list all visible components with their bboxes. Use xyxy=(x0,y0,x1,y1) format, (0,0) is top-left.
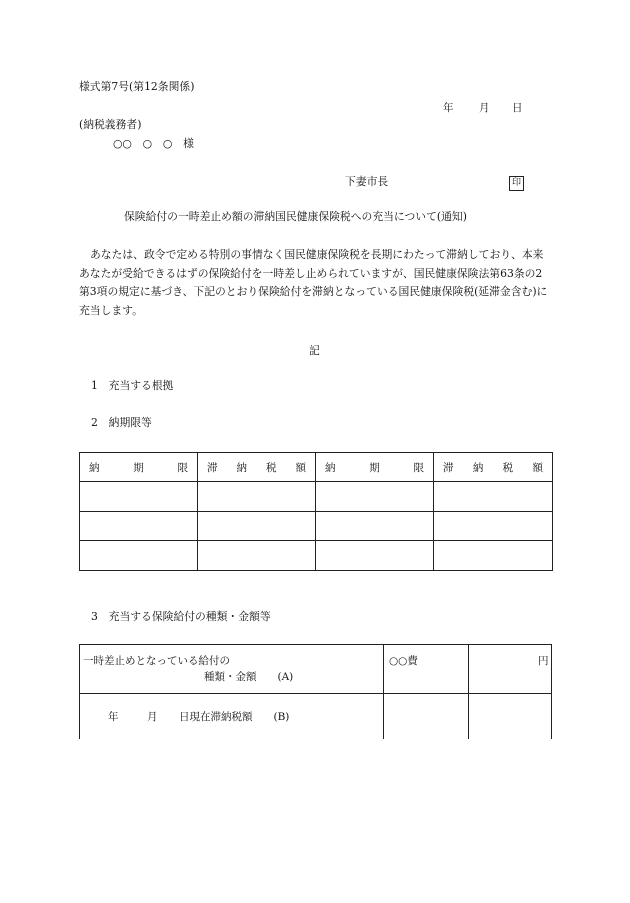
table-cell[interactable] xyxy=(316,541,434,571)
table-cell[interactable] xyxy=(434,541,553,571)
document-title: 保険給付の一時差止め額の滞納国民健康保険税への充当について(通知) xyxy=(124,210,467,223)
table-cell[interactable] xyxy=(198,512,316,541)
due-date-table xyxy=(79,452,553,571)
header-delinquent-amount-1: 滞 納 税 額 xyxy=(198,453,316,482)
benefit-table xyxy=(79,644,552,739)
form-number: 様式第7号(第12条関係) xyxy=(79,80,195,93)
section-2-heading: 2 納期限等 xyxy=(91,416,152,429)
table-row xyxy=(80,482,553,512)
table-cell[interactable] xyxy=(80,541,198,571)
table-cell[interactable] xyxy=(316,482,434,512)
table-cell[interactable] xyxy=(80,512,198,541)
date-year-label: 年 xyxy=(443,102,454,114)
issuer-name: 下妻市長 xyxy=(345,175,389,188)
row-b-month-label: 月 xyxy=(147,711,158,723)
date-day-label: 日 xyxy=(512,102,523,114)
row-b-year-label: 年 xyxy=(108,711,119,723)
table-cell[interactable] xyxy=(316,512,434,541)
yen-unit-label: 円 xyxy=(538,655,549,667)
taxpayer-label: (納税義務者) xyxy=(79,118,142,131)
body-paragraph: あなたは、政令で定める特別の事情なく国民健康保険税を長期にわたって滞納しており、本来あなたが受給できるはずの保険給付を一時差し止められていますが、国民健康保険法第63条の2第3項の規定に基づき、下記のとおり保険給付を滞納となっている国民健康保険税(延滞金含む)に充当します。 xyxy=(79,248,548,317)
benefit-type-cell[interactable]: ○○費 xyxy=(389,655,418,667)
header-due-date-1: 納 期 限 xyxy=(80,453,198,482)
table-row xyxy=(80,541,553,571)
table-cell[interactable] xyxy=(80,482,198,512)
table-cell[interactable] xyxy=(434,512,553,541)
row-a-label-line2: 種類・金額 (A) xyxy=(204,671,294,683)
table-row xyxy=(80,512,553,541)
row-b-label: 日現在滞納税額 (B) xyxy=(179,711,290,723)
table-cell[interactable] xyxy=(198,482,316,512)
header-delinquent-amount-2: 滞 納 税 額 xyxy=(434,453,553,482)
header-due-date-2: 納 期 限 xyxy=(316,453,434,482)
date-month-label: 月 xyxy=(479,102,490,114)
row-a-label-line1: 一時差止めとなっている給付の xyxy=(83,655,230,667)
seal-mark: 印 xyxy=(509,176,524,191)
taxpayer-name: ○○ ○ ○ 様 xyxy=(113,137,194,150)
table-cell[interactable] xyxy=(434,482,553,512)
table-cell[interactable] xyxy=(198,541,316,571)
section-3-heading: 3 充当する保険給付の種類・金額等 xyxy=(91,610,271,623)
section-1-heading: 1 充当する根拠 xyxy=(91,379,174,392)
ki-label: 記 xyxy=(309,344,320,357)
